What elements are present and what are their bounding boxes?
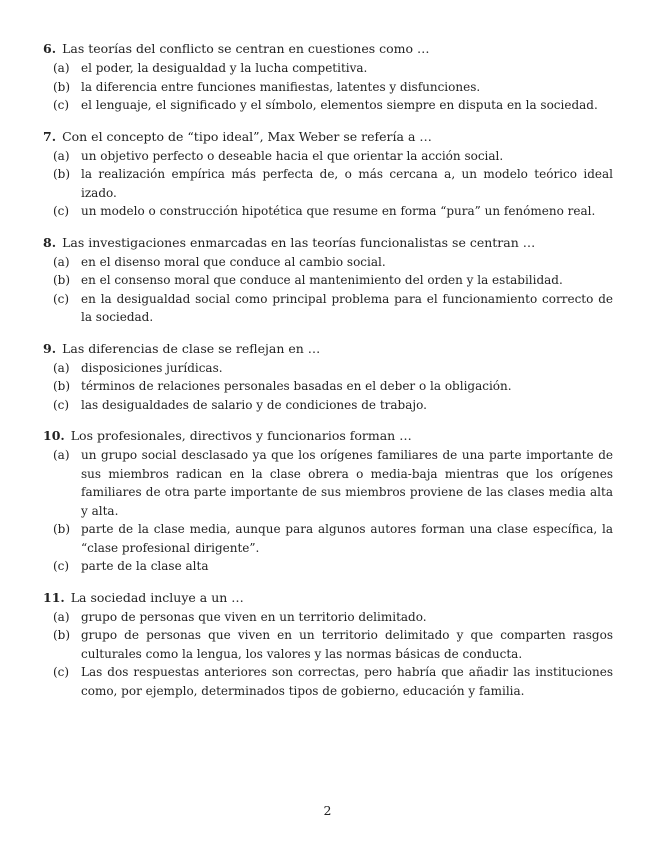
option-c <box>43 202 613 221</box>
option-a <box>43 253 613 272</box>
option-text: en el consenso moral que conduce al mantenimiento del orden y la estabilidad. <box>81 273 563 287</box>
question-10 <box>43 427 613 576</box>
question-text: Las investigaciones enmarcadas en las teorías funcionalistas se centran … <box>62 234 536 250</box>
answer-options <box>43 253 613 327</box>
option-label: (a) <box>53 148 70 163</box>
option-text: en la desigualdad social como principal problema para el funcionamiento correcto de la sociedad. <box>81 291 613 324</box>
option-b <box>43 377 613 396</box>
question-number: 9. <box>43 340 57 356</box>
question-number: 6. <box>43 41 57 56</box>
option-label: (b) <box>53 167 71 181</box>
option-label: (c) <box>53 291 70 306</box>
question-11 <box>43 589 613 701</box>
question-8 <box>43 234 613 327</box>
option-label: (c) <box>53 204 70 218</box>
question-list <box>43 40 613 713</box>
option-text: grupo de personas que viven en un territorio delimitado. <box>81 609 427 624</box>
question-stem <box>43 234 613 252</box>
option-label: (b) <box>53 522 71 536</box>
question-text: Las teorías del conflicto se centran en cuestiones como … <box>62 41 430 56</box>
question-text: Los profesionales, directivos y funcionarios forman … <box>70 428 412 443</box>
option-text: un modelo o construcción hipotética que resume en forma “pura” un fenómeno real. <box>81 204 596 218</box>
option-text: parte de la clase media, aunque para algunos autores forman una clase específica, la “clase profesional dirigente”. <box>81 522 613 555</box>
option-a <box>43 608 613 627</box>
option-label: (c) <box>53 665 70 679</box>
question-stem <box>43 589 613 607</box>
option-c <box>43 290 613 327</box>
answer-options <box>43 446 613 576</box>
option-text: grupo de personas que viven en un territorio delimitado y que comparten rasgos culturales como la lengua, los valores y las normas básicas de conducta. <box>81 628 613 661</box>
option-b <box>43 626 613 663</box>
option-label: (b) <box>53 379 71 393</box>
option-a <box>43 147 613 166</box>
question-text: La sociedad incluye a un … <box>70 589 244 605</box>
option-b <box>43 520 613 557</box>
option-text: un objetivo perfecto o deseable hacia el que orientar la acción social. <box>81 148 504 163</box>
question-number: 11. <box>43 589 65 605</box>
question-7 <box>43 128 613 221</box>
question-stem <box>43 427 613 445</box>
answer-options <box>43 147 613 221</box>
option-c <box>43 557 613 576</box>
option-label: (a) <box>53 448 70 462</box>
option-label: (a) <box>53 360 70 375</box>
answer-options <box>43 608 613 701</box>
option-a <box>43 359 613 378</box>
option-a <box>43 446 613 520</box>
question-text: Con el concepto de “tipo ideal”, Max Weber se refería a … <box>62 128 432 144</box>
question-stem <box>43 40 613 58</box>
option-text: Las dos respuestas anteriores son correctas, pero habría que añadir las instituciones como, por ejemplo, determinados tipos de gobierno, educación y familia. <box>81 665 613 698</box>
question-number: 10. <box>43 428 65 443</box>
option-c <box>43 96 613 115</box>
answer-options <box>43 359 613 415</box>
option-c <box>43 396 613 415</box>
option-label: (a) <box>53 609 70 624</box>
question-number: 8. <box>43 234 57 250</box>
option-b <box>43 271 613 290</box>
question-stem <box>43 340 613 358</box>
option-text: un grupo social desclasado ya que los orígenes familiares de una parte importante de sus miembros radican en la clase obrera o media-baja mientras que los orígenes familiares de otra parte importante de sus miembros proviene de las clases media alta y alta. <box>81 448 613 518</box>
option-label: (a) <box>53 254 70 269</box>
option-label: (a) <box>53 61 70 75</box>
page-number: 2 <box>323 803 332 818</box>
option-a <box>43 59 613 78</box>
option-text: el lenguaje, el significado y el símbolo, elementos siempre en disputa en la sociedad. <box>81 98 598 112</box>
option-text: la realización empírica más perfecta de, o más cercana a, un modelo teórico ideal izado. <box>81 167 613 200</box>
option-label: (c) <box>53 559 70 573</box>
option-label: (c) <box>53 397 70 412</box>
question-number: 7. <box>43 128 57 144</box>
option-label: (b) <box>53 628 71 642</box>
answer-options <box>43 59 613 115</box>
option-text: en el disenso moral que conduce al cambio social. <box>81 254 386 269</box>
question-6 <box>43 40 613 115</box>
option-b <box>43 78 613 97</box>
option-label: (b) <box>53 79 71 94</box>
question-stem <box>43 128 613 146</box>
option-label: (b) <box>53 273 71 287</box>
option-text: el poder, la desigualdad y la lucha competitiva. <box>81 61 368 75</box>
question-text: Las diferencias de clase se reflejan en … <box>62 340 321 356</box>
option-label: (c) <box>53 98 70 112</box>
option-c <box>43 663 613 700</box>
option-text: parte de la clase alta <box>81 559 209 573</box>
option-text: disposiciones jurídicas. <box>81 360 223 375</box>
option-text: términos de relaciones personales basadas en el deber o la obligación. <box>81 379 512 393</box>
question-9 <box>43 340 613 415</box>
option-text: la diferencia entre funciones manifiestas, latentes y disfunciones. <box>81 79 481 94</box>
option-text: las desigualdades de salario y de condiciones de trabajo. <box>81 397 427 412</box>
option-b <box>43 165 613 202</box>
